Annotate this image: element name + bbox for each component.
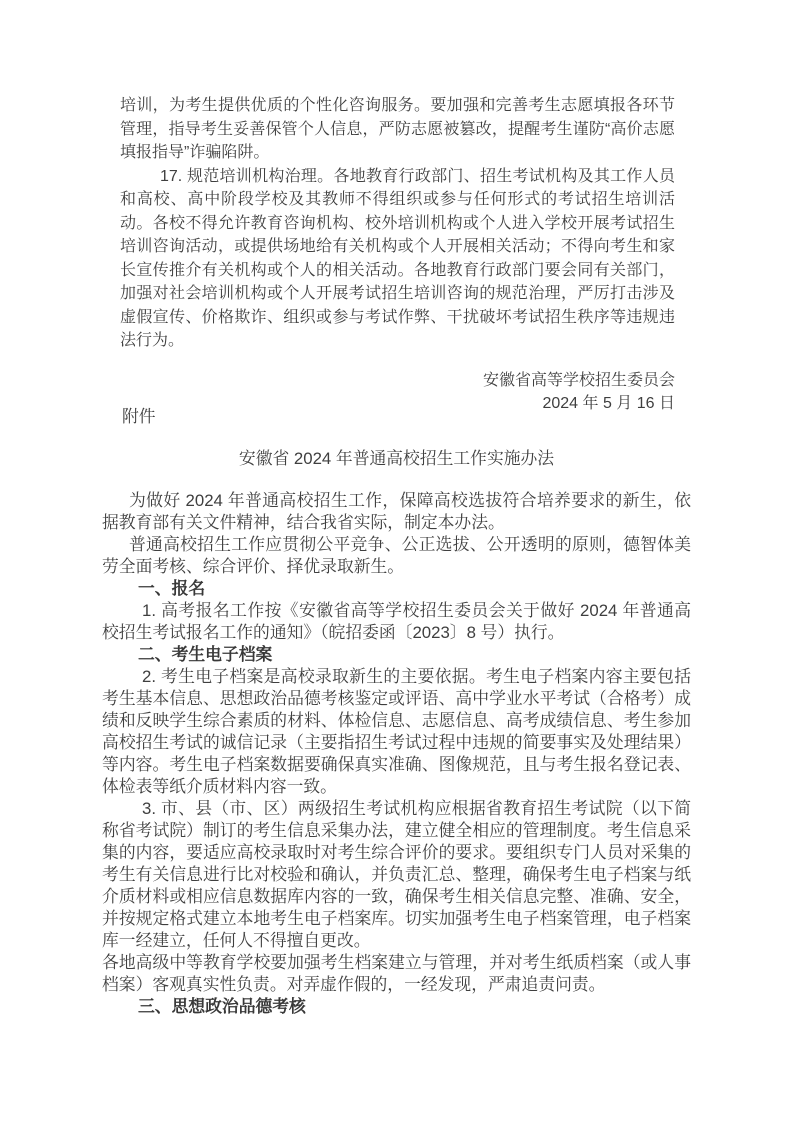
paragraph: 为做好 2024 年普通高校招生工作，保障高校选拔符合培养要求的新生，依据教育部有关文件精神，结合我省实际，制定本办法。: [102, 491, 691, 532]
paragraph: 普通高校招生工作应贯彻公平竞争、公正选拔、公开透明的原则，德智体美劳全面考核、综合评价、择优录取新生。: [102, 535, 691, 576]
paragraph: 各地高级中等教育学校要加强考生档案建立与管理，并对考生纸质档案（或人事档案）客观真实性负责。对弄虚作假的，一经发现，严肃追责问责。: [102, 953, 691, 994]
attachment-label: 附件: [122, 407, 156, 426]
section-heading: 二、考生电子档案: [138, 645, 273, 664]
paragraph: 3. 市、县（市、区）两级招生考试机构应根据省教育招生考试院（以下简称省考试院）制订的考生信息采集办法，建立健全相应的管理制度。考生信息采集的内容，要适应高校录取时对考生综合评价的要求。要组织专门人员对采集的考生有关信息进行比对校验和确认，并负责汇总、整理，确保考生电子档案与纸介质材料或相应信息数据库内容的一致，确保考生相关信息完整、准确、安全，并按规定格式建立本地考生电子档案库。切实加强考生电子档案管理，电子档案库一经建立，任何人不得擅自更改。: [102, 799, 691, 950]
letter-paragraph-17: 17. 规范培训机构治理。各地教育行政部门、招生考试机构及其工作人员和高校、高中阶段学校及其教师不得组织或参与任何形式的考试招生培训活动。各校不得允许教育咨询机构、校外培训机构或个人进入学校开展考试招生培训咨询活动，或提供场地给有关机构或个人开展相关活动；不得向考生和家长宣传推介有关机构或个人的相关活动。各地教育行政部门要会同有关部门，加强对社会培训机构或个人开展考试招生培训咨询的规范治理，严厉打击涉及虚假宣传、价格欺诈、组织或参与考试作弊、干扰破坏考试招生秩序等违规违法行为。: [120, 167, 675, 349]
signature-date: 2024 年 5 月 16 日: [542, 395, 675, 412]
section-heading: 一、报名: [138, 579, 206, 598]
paragraph: 1. 高考报名工作按《安徽省高等学校招生委员会关于做好 2024 年普通高校招生考试报名工作的通知》（皖招委函〔2023〕8 号）执行。: [102, 601, 691, 642]
letter-paragraph-continuation: 培训，为考生提供优质的个性化咨询服务。要加强和完善考生志愿填报各环节管理，指导考生妥善保管个人信息，严防志愿被篡改，提醒考生谨防“高价志愿填报指导”诈骗陷阱。: [120, 97, 675, 161]
attachment-section: [102, 405, 691, 1018]
signature-org: 安徽省高等学校招生委员会: [482, 371, 675, 389]
paragraph: 2. 考生电子档案是高校录取新生的主要依据。考生电子档案内容主要包括考生基本信息、思想政治品德考核鉴定或评语、高中学业水平考试（合格考）成绩和反映学生综合素质的材料、体检信息、志愿信息、高考成绩信息、考生参加高校招生考试的诚信记录（主要指招生考试过程中违规的简要事实及处理结果）等内容。考生电子档案数据要确保真实准确、图像规范，且与考生报名登记表、体检表等纸介质材料内容一致。: [102, 667, 691, 796]
section-heading: 三、思想政治品德考核: [138, 997, 306, 1016]
attachment-body: [102, 490, 691, 1018]
letter-body: [120, 94, 675, 416]
attachment-title: 安徽省 2024 年普通高校招生工作实施办法: [238, 448, 555, 468]
